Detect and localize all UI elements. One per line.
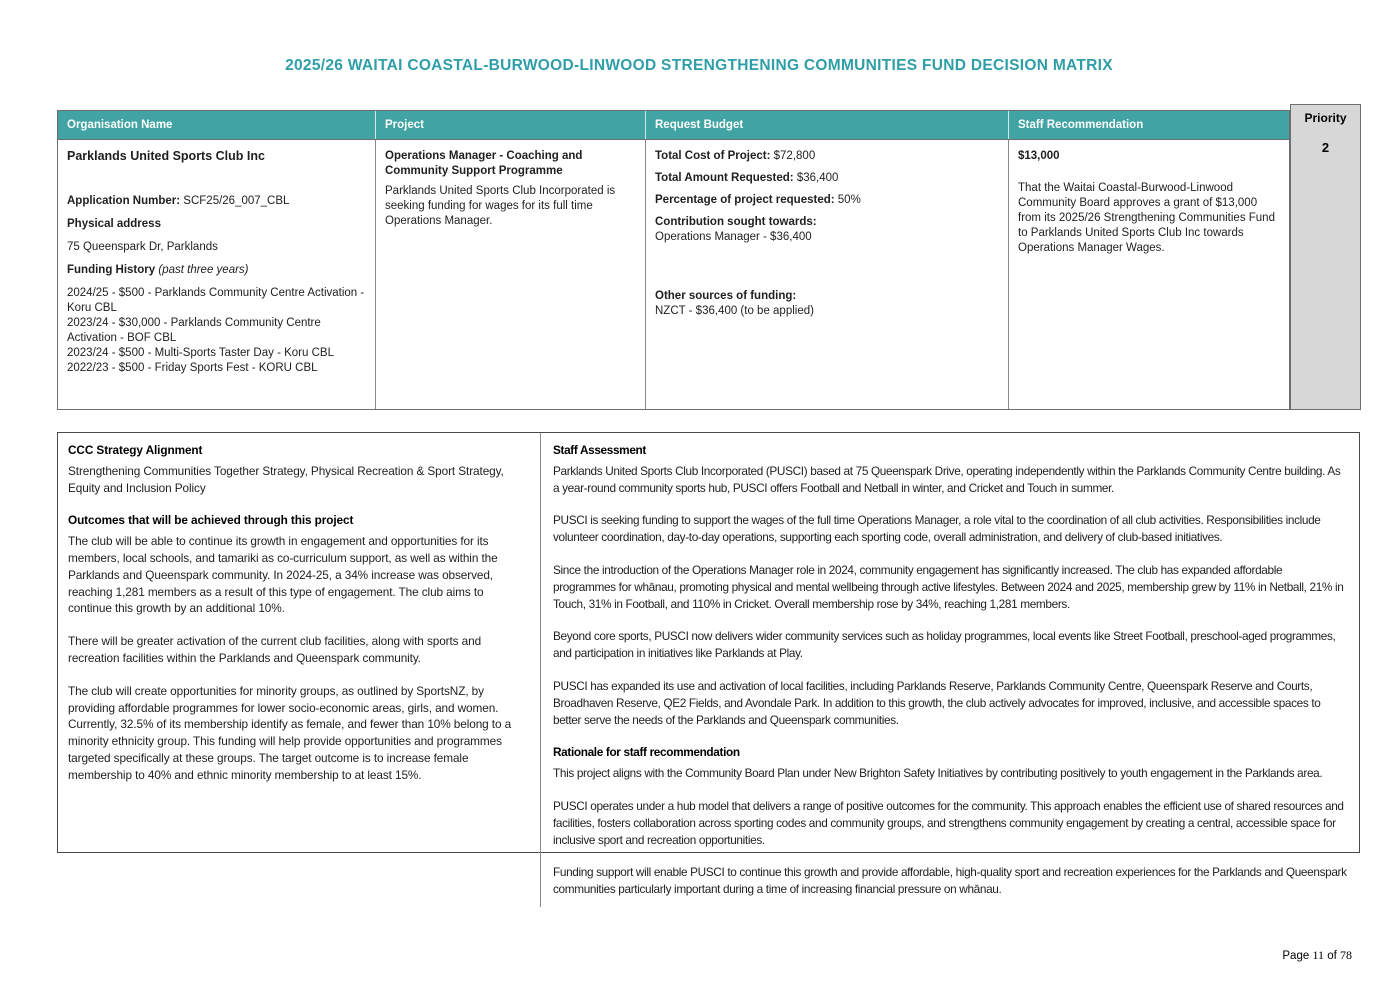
total-cost-label: Total Cost of Project: (655, 150, 771, 162)
strategy-alignment-column (58, 433, 541, 907)
assessment-heading: Staff Assessment (553, 443, 646, 457)
recommendation-text: That the Waitai Coastal-Burwood-Linwood Community Board approves a grant of $13,000 from its 2025/26 Strengthening Communities Fund to Parklands United Sports Club Inc towards Operations Manager Wages. (1018, 182, 1275, 254)
organisation-name: Parklands United Sports Club Inc (67, 149, 265, 163)
outcomes-paragraph: The club will be able to continue its growth in engagement and opportunities for its members, local schools, and tamariki as co-curriculum support, as well as within the Parklands and Queenspark community. In 2024-25, a 34% increase was observed, reaching 1,281 members as a result of this type of engagement. The club aims to continue this growth by an additional 10%. (68, 534, 498, 616)
recommendation-cell (1009, 140, 1291, 409)
rationale-paragraph: This project aligns with the Community Board Plan under New Brighton Safety Initiatives by contributing positively to youth engagement in the Parklands area. (553, 766, 1323, 781)
project-title: Operations Manager - Coaching and Community Support Programme (385, 150, 583, 177)
recommendation-amount: $13,000 (1018, 150, 1060, 162)
rationale-heading: Rationale for staff recommendation (553, 745, 740, 760)
application-number-line (67, 194, 366, 209)
budget-cell (646, 140, 1009, 409)
header-staff-recommendation: Staff Recommendation (1018, 119, 1144, 131)
header-priority: Priority (1304, 111, 1347, 125)
details-box (57, 432, 1360, 897)
project-description: Parklands United Sports Club Incorporated is seeking funding for wages for its full time Operations Manager. (385, 185, 616, 227)
application-number-label: Application Number: (67, 195, 181, 207)
header-project: Project (376, 111, 646, 139)
assessment-paragraph: Parklands United Sports Club Incorporated (PUSCI) based at 75 Queenspark Drive, operating independently within the Parklands Community Centre building. As a year-round community sports hub, PUSCI offers Football and Netball in winter, and Cricket and Touch in summer. (553, 463, 1341, 495)
other-sources-label: Other sources of funding: (655, 290, 797, 302)
funding-history-item: 2023/24 - $30,000 - Parklands Community Centre Activation - BOF CBL (67, 317, 321, 344)
header-organisation-name: Organisation Name (58, 111, 376, 139)
total-requested-line (655, 171, 999, 186)
organisation-cell (58, 140, 376, 409)
contribution-label: Contribution sought towards: (655, 216, 817, 228)
footer-page-label: Page (1282, 950, 1310, 962)
total-requested-value: $36,400 (796, 172, 839, 184)
total-cost-value: $72,800 (773, 150, 816, 162)
application-number-value: SCF25/26_007_CBL (183, 195, 290, 207)
funding-history-heading (67, 263, 366, 278)
matrix-header-row (57, 110, 1290, 139)
funding-history-item: 2023/24 - $500 - Multi-Sports Taster Day - Koru CBL (67, 347, 334, 359)
strategy-text: Strengthening Communities Together Strategy, Physical Recreation & Sport Strategy, Equity and Inclusion Policy (68, 463, 504, 495)
priority-value: 2 (1321, 140, 1330, 155)
strategy-heading: CCC Strategy Alignment (68, 443, 203, 457)
matrix-body-row (57, 139, 1290, 410)
assessment-paragraph: Beyond core sports, PUSCI now delivers wider community services such as holiday programmes, local events like Street Football, preschool-aged programmes, and participation in initiatives like Parklands at Play. (553, 629, 1336, 661)
other-sources-value: NZCT - $36,400 (to be applied) (655, 305, 814, 317)
assessment-paragraph: Since the introduction of the Operations Manager role in 2024, community engagement has significantly increased. The club has expanded affordable programmes for whānau, promoting physical and mental wellbeing through active lifestyles. Between 2024 and 2025, membership grew by 11% in Netball, 21% in Touch, 31% in Football, and 110% in Cricket. Overall membership rose by 34%, reaching 1,281 members. (553, 562, 1344, 611)
total-cost-line (655, 149, 999, 164)
outcomes-paragraph: There will be greater activation of the current club facilities, along with sports and recreation facilities within the Parklands and Queenspark community. (68, 634, 482, 665)
funding-history-label: Funding History (67, 264, 156, 276)
footer-page-number: 11 (1312, 948, 1324, 962)
funding-history-list (67, 286, 366, 376)
funding-history-note: (past three years) (158, 264, 249, 276)
percentage-value: 50% (837, 194, 861, 206)
page-title: 2025/26 WAITAI COASTAL-BURWOOD-LINWOOD STRENGTHENING COMMUNITIES FUND DECISION MATRIX (285, 57, 1113, 74)
outcomes-paragraph: The club will create opportunities for minority groups, as outlined by SportsNZ, by providing affordable programmes for lower socio-economic areas, girls, and women. Currently, 32.5% of its membership identify as female, and fewer than 10% belong to a minority ethnicity group. This funding will help provide opportunities and programmes targeted specifically at these groups. The target outcome is to increase female membership to 40% and ethnic minority membership to at least 15%. (68, 683, 512, 782)
contribution-value: Operations Manager - $36,400 (655, 231, 812, 243)
project-cell (376, 140, 646, 409)
assessment-paragraph: PUSCI has expanded its use and activation of local facilities, including Parklands Reserve, Parklands Community Centre, Queenspark Reserve and Courts, Broadhaven Reserve, QE2 Fields, and Avondale Park. In addition to this growth, the club actively advocates for improved, inclusive, and accessible spaces to better serve the needs of the Parklands and Queenspark communities. (553, 678, 1321, 727)
physical-address-label: Physical address (67, 218, 161, 230)
funding-history-item: 2022/23 - $500 - Friday Sports Fest - KORU CBL (67, 362, 318, 374)
staff-assessment-column (541, 433, 1359, 907)
percentage-line (655, 193, 999, 208)
rationale-paragraph: PUSCI operates under a hub model that delivers a range of positive outcomes for the community. This approach enables the efficient use of shared resources and facilities, fosters collaboration across sporting codes and community groups, and strengthens community engagement by creating a central, accessible space for inclusive sport and recreation opportunities. (553, 798, 1344, 847)
total-requested-label: Total Amount Requested: (655, 172, 794, 184)
physical-address-value: 75 Queenspark Dr, Parklands (67, 241, 218, 253)
funding-history-item: 2024/25 - $500 - Parklands Community Centre Activation - Koru CBL (67, 287, 365, 314)
other-sources-block (655, 289, 999, 319)
priority-column (1290, 104, 1361, 410)
percentage-label: Percentage of project requested: (655, 194, 835, 206)
page-footer (1282, 948, 1352, 963)
assessment-paragraph: PUSCI is seeking funding to support the wages of the full time Operations Manager, a role vital to the coordination of all club activities. Responsibilities include volunteer coordination, day-to-day operations, supporting each sporting code, overall administration, and delivery of club-based initiatives. (553, 513, 1321, 545)
contribution-block (655, 215, 999, 245)
outcomes-heading: Outcomes that will be achieved through this project (68, 513, 354, 528)
header-request-budget: Request Budget (646, 111, 1009, 139)
footer-of-label: of (1327, 950, 1337, 962)
footer-total-pages: 78 (1340, 948, 1352, 962)
rationale-paragraph: Funding support will enable PUSCI to continue this growth and provide affordable, high-quality sport and recreation experiences for the Parklands and Queenspark communities particularly important during a time of increasing financial pressure on whānau. (553, 865, 1347, 897)
